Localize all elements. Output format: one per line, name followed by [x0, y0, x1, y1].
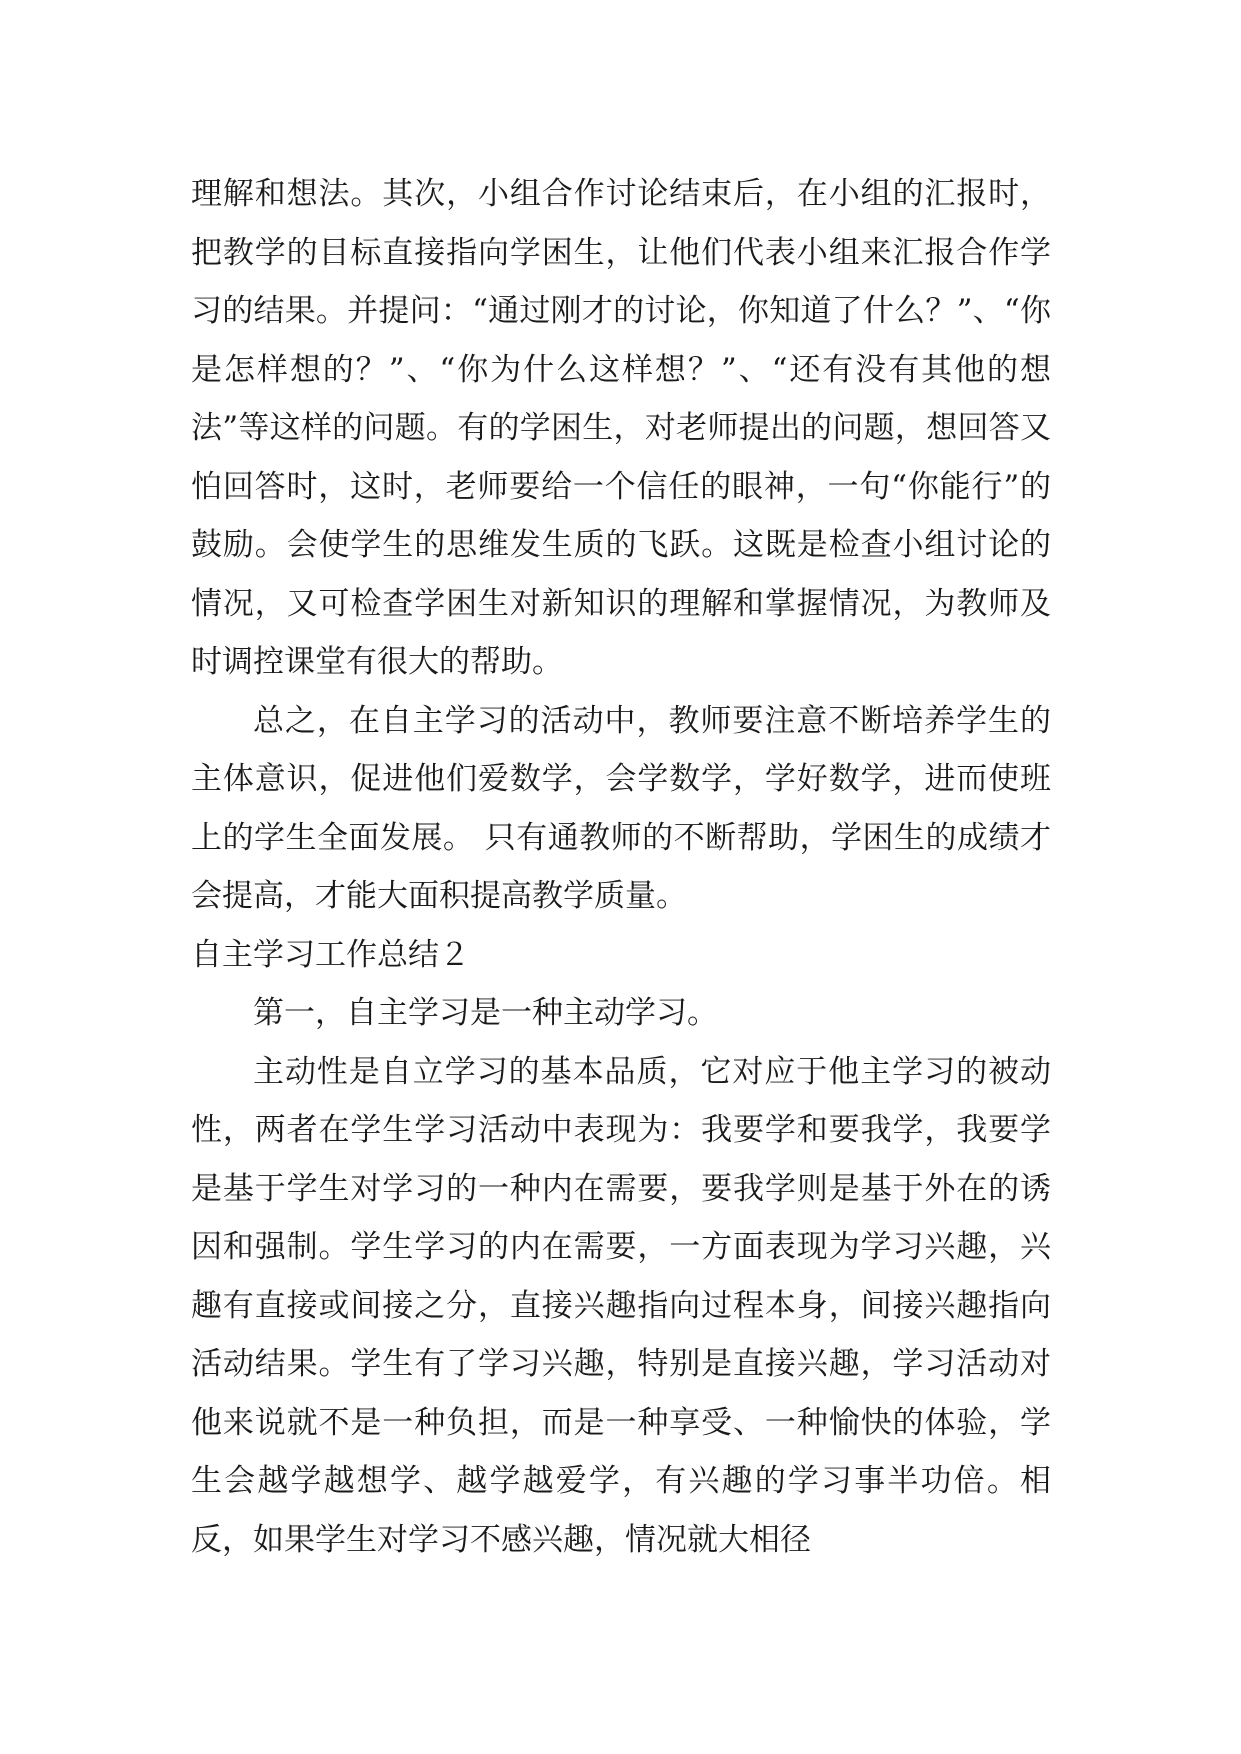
paragraph-1: 理解和想法。其次，小组合作讨论结束后，在小组的汇报时，把教学的目标直接指向学困生，让他们代表小组来汇报合作学习的结果。并提问：“通过刚才的讨论，你知道了什么？”、“你是怎样想的？”、“你为什么这样想？”、“还有没有其他的想法”等这样的问题。有的学困生，对老师提出的问题，想回答又怕回答时，这时，老师要给一个信任的眼神，一句“你能行”的鼓励。会使学生的思维发生质的飞跃。这既是检查小组讨论的情况，又可检查学困生对新知识的理解和掌握情况，为教师及时调控课堂有很大的帮助。 — [191, 176, 1051, 680]
paragraph-4: 主动性是自立学习的基本品质，它对应于他主学习的被动性，两者在学生学习活动中表现为：我要学和要我学，我要学是基于学生对学习的一种内在需要，要我学则是基于外在的诱因和强制。学生学习的内在需要，一方面表现为学习兴趣，兴趣有直接或间接之分，直接兴趣指向过程本身，间接兴趣指向活动结果。学生有了学习兴趣，特别是直接兴趣，学习活动对他来说就不是一种负担，而是一种享受、一种愉快的体验，学生会越学越想学、越学越爱学，有兴趣的学习事半功倍。相反，如果学生对学习不感兴趣，情况就大相径 — [191, 1053, 1051, 1558]
paragraph-2: 总之，在自主学习的活动中，教师要注意不断培养学生的主体意识，促进他们爱数学，会学数学，学好数学，进而使班上的学生全面发展。 只有通教师的不断帮助，学困生的成绩才会提高，才能大面积提高教学质量。 — [191, 702, 1051, 914]
document-body — [191, 165, 1051, 1569]
section-heading: 自主学习工作总结２ — [191, 936, 470, 973]
paragraph-3: 第一，自主学习是一种主动学习。 — [253, 995, 718, 1031]
